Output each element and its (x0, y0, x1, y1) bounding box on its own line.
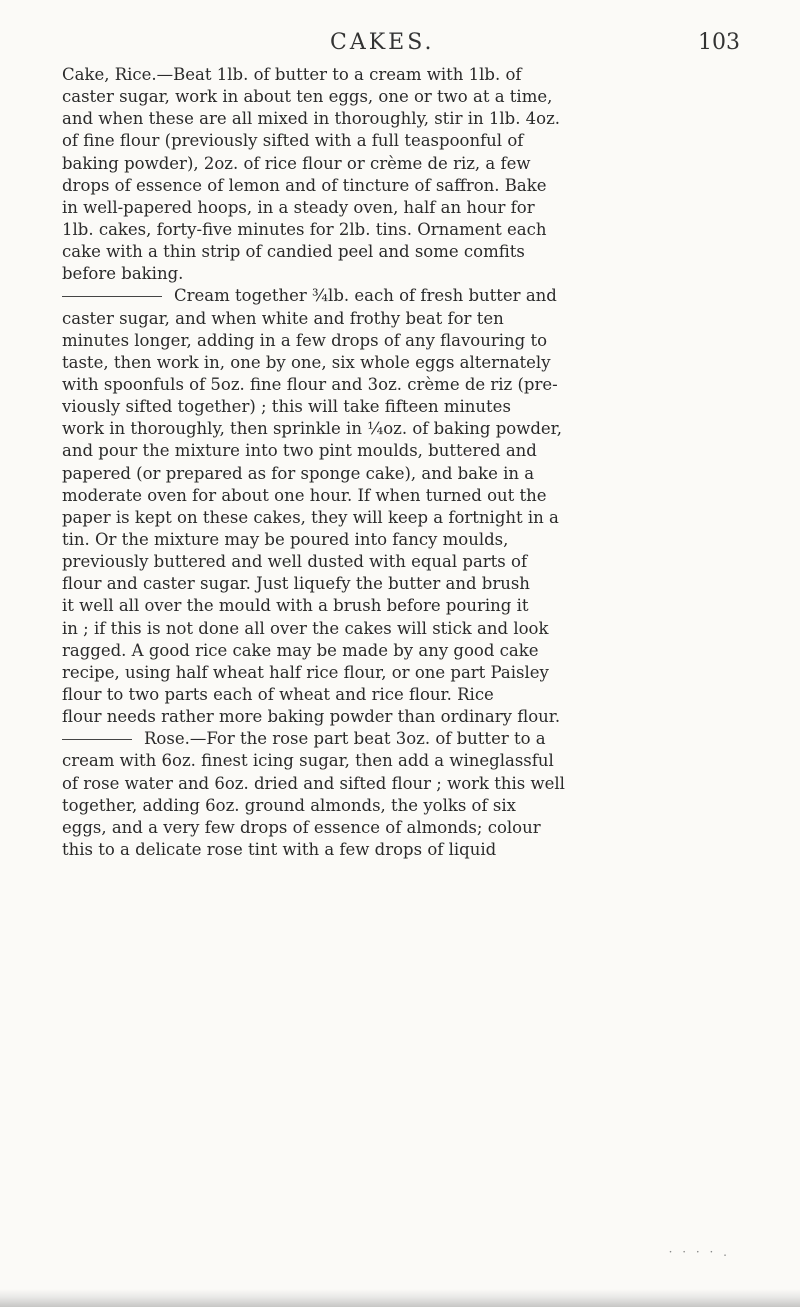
section-rule (62, 296, 162, 297)
text-line: ragged. A good rice cake may be made by any good cake (62, 640, 539, 660)
text-line: minutes longer, adding in a few drops of any flavouring to (62, 330, 548, 350)
text-line: tin. Or the mixture may be poured into fancy moulds, (62, 529, 509, 549)
section-rule (62, 739, 132, 740)
text-line: of rose water and 6oz. dried and sifted flour ; work this well (62, 773, 565, 793)
text-line-content: Cream together ¾lb. each of fresh butter and (174, 286, 557, 306)
text-line: papered (or prepared as for sponge cake), and bake in a (62, 463, 535, 483)
text-line: cake with a thin strip of candied peel and some comfits (62, 242, 525, 262)
scan-edge (0, 1289, 800, 1307)
text-line: together, adding 6oz. ground almonds, the yolks of six (62, 795, 516, 815)
text-line: caster sugar, and when white and frothy beat for ten (62, 308, 504, 328)
text-line: cream with 6oz. finest icing sugar, then add a wineglassful (62, 751, 554, 771)
text-line: flour and caster sugar. Just liquefy the butter and brush (62, 574, 530, 594)
text-line: before baking. (62, 264, 184, 284)
page-number: 103 (698, 30, 740, 55)
text-line: this to a delicate rose tint with a few drops of liquid (62, 839, 497, 859)
text-line: recipe, using half wheat half rice flour, or one part Paisley (62, 662, 549, 682)
print-marks: · · · · . (668, 1245, 730, 1259)
text-line: of fine flour (previously sifted with a full teaspoonful of (62, 131, 524, 151)
text-line (62, 285, 742, 307)
text-line: with spoonfuls of 5oz. fine flour and 3oz. crème de riz (pre- (62, 374, 558, 394)
text-line: Cake, Rice.—Beat 1lb. of butter to a cream with 1lb. of (62, 65, 522, 84)
text-line: flour to two parts each of wheat and rice flour. Rice (62, 684, 494, 704)
text-line: viously sifted together) ; this will take fifteen minutes (62, 397, 511, 417)
text-line: in ; if this is not done all over the cakes will stick and look (62, 618, 549, 638)
text-line: taste, then work in, one by one, six whole eggs alternately (62, 352, 551, 372)
text-line: previously buttered and well dusted with equal parts of (62, 552, 528, 572)
text-line: 1lb. cakes, forty-five minutes for 2lb. tins. Ornament each (62, 219, 547, 239)
recipe-text (62, 64, 742, 861)
text-line: eggs, and a very few drops of essence of almonds; colour (62, 817, 541, 837)
text-line: work in thoroughly, then sprinkle in ¼oz. of baking powder, (62, 419, 562, 439)
text-line (62, 728, 742, 750)
text-line: it well all over the mould with a brush before pouring it (62, 596, 529, 616)
running-title: CAKES. (330, 30, 435, 55)
text-line: caster sugar, work in about ten eggs, one or two at a time, (62, 87, 553, 107)
text-line: baking powder), 2oz. of rice flour or crème de riz, a few (62, 153, 531, 173)
text-line: paper is kept on these cakes, they will keep a fortnight in a (62, 507, 559, 527)
page-header (0, 30, 800, 60)
text-line: and pour the mixture into two pint moulds, buttered and (62, 441, 537, 461)
text-line: flour needs rather more baking powder than ordinary flour. (62, 707, 561, 727)
text-line: and when these are all mixed in thoroughly, stir in 1lb. 4oz. (62, 109, 561, 129)
text-line-content: Rose.—For the rose part beat 3oz. of butter to a (144, 729, 546, 749)
text-line: in well-papered hoops, in a steady oven, half an hour for (62, 197, 535, 217)
text-line: moderate oven for about one hour. If when turned out the (62, 485, 547, 505)
text-line: drops of essence of lemon and of tincture of saffron. Bake (62, 175, 547, 195)
